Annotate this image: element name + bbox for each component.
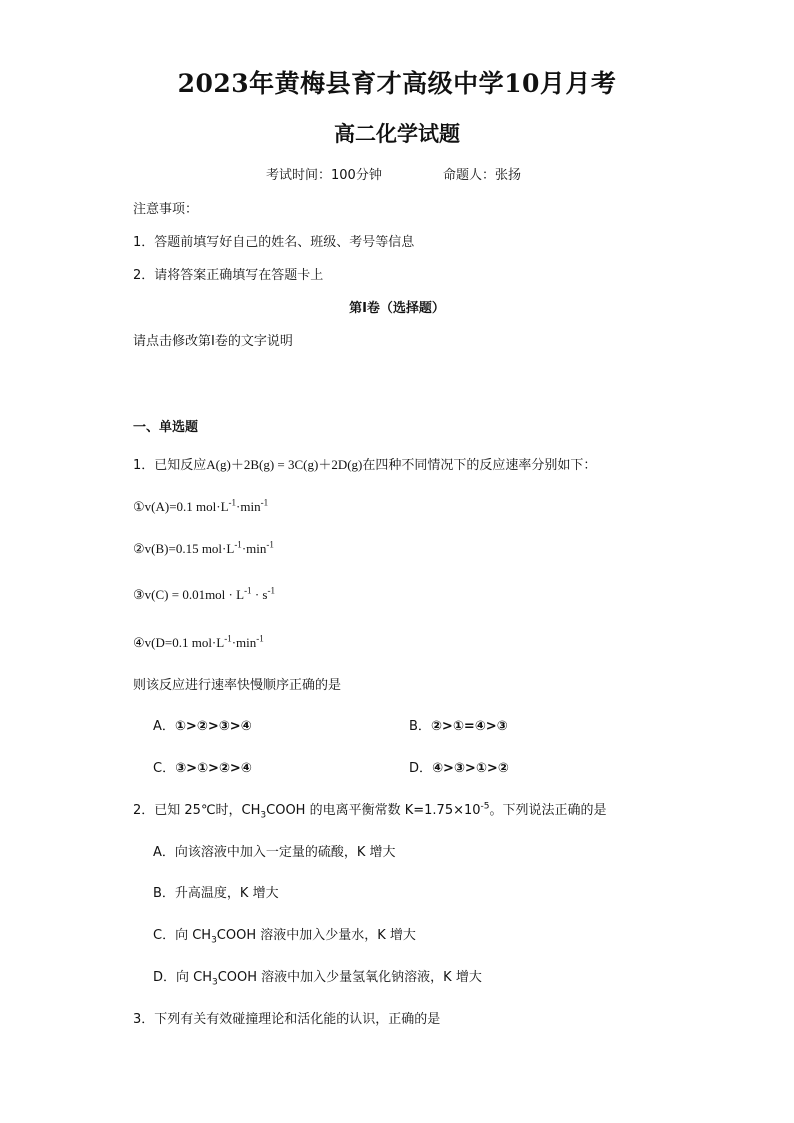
q2-option-c-post: COOH 溶液中加入少量水，K 增大 — [216, 928, 416, 943]
q1-option-b-text: ②>①=④>③ — [430, 719, 508, 734]
q2-stem-b: COOH 的电离平衡常数 K=1.75×10 — [266, 803, 481, 818]
q2-option-c-pre: C．向 CH — [153, 928, 212, 943]
q2-option-d[interactable] — [153, 969, 482, 987]
q2-option-d-sub: 3 — [212, 977, 218, 988]
q1-rate-4-exp2: -1 — [256, 633, 264, 644]
q2-stem-c: 。下列说法正确的是 — [489, 803, 607, 818]
q1-option-d-letter: D． — [409, 761, 433, 776]
q1-rate-1-exp2: -1 — [260, 497, 269, 508]
q1-rate-3-exp1: -1 — [244, 585, 252, 596]
q1-option-c[interactable] — [153, 760, 252, 778]
q1-question: 则该反应进行速率快慢顺序正确的是 — [133, 678, 342, 693]
q2-option-c-sub: 3 — [211, 935, 217, 946]
q1-option-b-letter: B． — [409, 719, 431, 734]
note-item-2: 2．请将答案正确填写在答题卡上 — [133, 268, 324, 283]
q2-stem — [133, 802, 607, 820]
q1-option-a-letter: A． — [153, 719, 175, 734]
exam-title: 2023年黄梅县育才高级中学10月月考 — [177, 69, 617, 98]
q2-option-d-pre: D．向 CH — [153, 970, 212, 985]
q1-rate-1 — [133, 499, 268, 515]
q1-rate-4-unit: ·min — [231, 635, 257, 650]
q3-stem: 3．下列有关有效碰撞理论和活化能的认识，正确的是 — [133, 1012, 441, 1027]
exam-author: 命题人：张扬 — [443, 168, 522, 183]
q1-rate-1-unit: ·min — [236, 499, 261, 514]
part1-description: 请点击修改第Ⅰ卷的文字说明 — [133, 334, 293, 349]
notes-heading: 注意事项： — [133, 202, 199, 217]
q1-rate-4-mark: ④ — [133, 635, 145, 650]
q1-option-b[interactable] — [409, 718, 508, 736]
q1-rate-2-exp1: -1 — [234, 539, 242, 550]
q1-rate-4-exp1: -1 — [224, 633, 232, 644]
q1-rate-2-expr: v(B)=0.15 mol·L — [144, 541, 235, 556]
q2-option-a[interactable]: A．向该溶液中加入一定量的硫酸，K 增大 — [153, 845, 396, 860]
part1-title: 第Ⅰ卷（选择题） — [349, 301, 445, 316]
q1-option-d-text: ④>③>①>② — [432, 761, 509, 776]
q1-stem-prefix: 1．已知反应 — [133, 458, 207, 473]
q1-rate-2-unit: ·min — [241, 541, 267, 556]
exam-subtitle: 高二化学试题 — [334, 121, 460, 146]
q1-rate-1-mark: ① — [133, 499, 145, 514]
q2-option-d-post: COOH 溶液中加入少量氢氧化钠溶液，K 增大 — [217, 970, 482, 985]
q2-option-b[interactable]: B．升高温度，K 增大 — [153, 886, 279, 901]
q1-rate-3-exp2: -1 — [267, 585, 275, 596]
q1-option-d[interactable] — [409, 760, 509, 778]
q1-rate-2 — [133, 541, 274, 557]
q1-rate-2-exp2: -1 — [266, 539, 274, 550]
q2-stem-a: 2．已知 25℃时，CH — [133, 803, 261, 818]
exam-time: 考试时间：100分钟 — [266, 168, 382, 183]
q2-option-c[interactable] — [153, 927, 416, 945]
q1-rate-1-exp1: -1 — [228, 497, 237, 508]
q1-rate-4 — [133, 635, 264, 651]
q1-stem — [133, 456, 596, 475]
q1-rate-2-mark: ② — [133, 541, 145, 556]
q1-option-c-text: ③>①>②>④ — [175, 761, 252, 776]
section1-title: 一、单选题 — [133, 420, 199, 435]
q1-option-c-letter: C． — [153, 761, 176, 776]
q1-rate-1-expr: v(A)=0.1 mol·L — [144, 499, 229, 514]
q1-rate-3-expr: v(C) = 0.01mol · L — [144, 587, 245, 602]
q2-exp: -5 — [480, 801, 490, 812]
q1-rate-3-unit: · s — [251, 587, 268, 602]
q1-option-a-text: ①>②>③>④ — [174, 719, 252, 734]
q1-rate-3 — [133, 587, 275, 603]
note-item-1: 1．答题前填写好自己的姓名、班级、考号等信息 — [133, 235, 415, 250]
q2-sub-3: 3 — [260, 810, 267, 821]
q1-stem-suffix: 在四种不同情况下的反应速率分别如下： — [362, 458, 597, 473]
q1-rate-3-mark: ③ — [133, 587, 145, 602]
q1-option-a[interactable] — [153, 718, 252, 736]
q1-rate-4-expr: v(D=0.1 mol·L — [144, 635, 225, 650]
q1-equation: A(g)＋2B(g) = 3C(g)＋2D(g) — [206, 457, 363, 472]
